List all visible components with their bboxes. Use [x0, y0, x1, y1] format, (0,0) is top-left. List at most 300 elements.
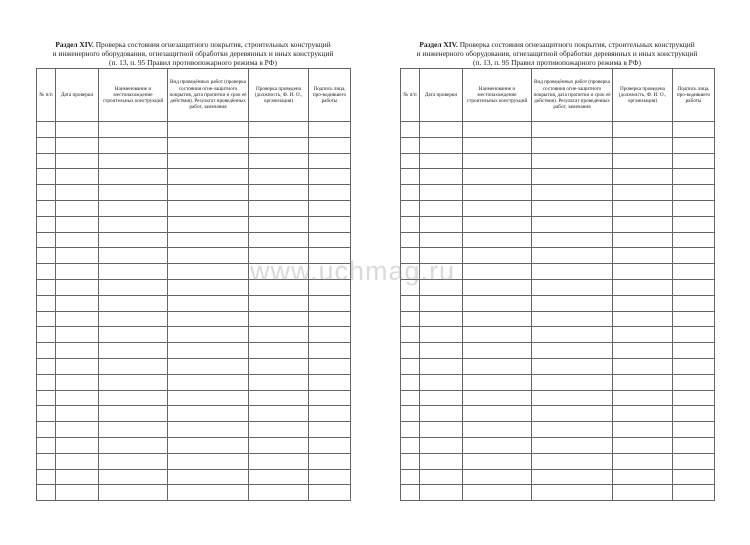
table-cell[interactable]	[99, 185, 168, 201]
table-cell[interactable]	[613, 169, 673, 185]
table-cell[interactable]	[532, 343, 613, 359]
table-cell[interactable]	[99, 406, 168, 422]
table-cell[interactable]	[673, 437, 715, 453]
table-cell[interactable]	[613, 216, 673, 232]
table-cell[interactable]	[420, 485, 463, 501]
table-cell[interactable]	[56, 185, 99, 201]
table-cell[interactable]	[309, 311, 351, 327]
table-cell[interactable]	[532, 137, 613, 153]
table-row	[37, 327, 351, 343]
table-cell[interactable]	[168, 437, 249, 453]
table-cell[interactable]	[463, 185, 532, 201]
table-cell[interactable]	[99, 137, 168, 153]
table-cell[interactable]	[463, 453, 532, 469]
table-cell[interactable]	[249, 437, 309, 453]
table-cell[interactable]	[673, 485, 715, 501]
table-cell[interactable]	[99, 469, 168, 485]
table-row	[37, 169, 351, 185]
table-cell[interactable]	[168, 200, 249, 216]
table-cell[interactable]	[168, 311, 249, 327]
table-cell[interactable]	[249, 422, 309, 438]
table-cell[interactable]	[673, 374, 715, 390]
table-cell[interactable]	[463, 295, 532, 311]
table-cell[interactable]	[613, 264, 673, 280]
table-cell[interactable]	[463, 343, 532, 359]
table-cell[interactable]	[309, 453, 351, 469]
table-cell[interactable]	[613, 327, 673, 343]
table-cell[interactable]	[613, 485, 673, 501]
table-cell[interactable]	[309, 232, 351, 248]
table-cell[interactable]	[56, 469, 99, 485]
table-cell[interactable]	[673, 406, 715, 422]
table-cell[interactable]	[613, 437, 673, 453]
table-cell[interactable]	[532, 169, 613, 185]
table-cell[interactable]	[673, 390, 715, 406]
table-cell[interactable]	[56, 453, 99, 469]
table-cell[interactable]	[168, 185, 249, 201]
table-cell[interactable]	[532, 279, 613, 295]
table-cell[interactable]	[613, 374, 673, 390]
table-cell[interactable]	[532, 390, 613, 406]
table-cell[interactable]	[56, 485, 99, 501]
table-cell[interactable]	[613, 153, 673, 169]
table-cell[interactable]	[37, 406, 56, 422]
table-cell[interactable]	[401, 374, 420, 390]
table-cell[interactable]	[249, 169, 309, 185]
table-cell[interactable]	[168, 248, 249, 264]
table-cell[interactable]	[401, 343, 420, 359]
table-cell[interactable]	[249, 232, 309, 248]
table-cell[interactable]	[613, 406, 673, 422]
table-cell[interactable]	[309, 343, 351, 359]
table-cell[interactable]	[463, 248, 532, 264]
table-cell[interactable]	[168, 485, 249, 501]
table-cell[interactable]	[37, 137, 56, 153]
table-cell[interactable]	[168, 469, 249, 485]
table-cell[interactable]	[613, 137, 673, 153]
table-cell[interactable]	[168, 327, 249, 343]
table-cell[interactable]	[37, 295, 56, 311]
table-cell[interactable]	[401, 200, 420, 216]
table-cell[interactable]	[37, 327, 56, 343]
table-cell[interactable]	[168, 390, 249, 406]
table-cell[interactable]	[401, 327, 420, 343]
table-cell[interactable]	[420, 200, 463, 216]
table-cell[interactable]	[532, 311, 613, 327]
table-cell[interactable]	[673, 327, 715, 343]
table-cell[interactable]	[99, 453, 168, 469]
table-cell[interactable]	[249, 390, 309, 406]
table-cell[interactable]	[249, 248, 309, 264]
table-row	[37, 358, 351, 374]
table-cell[interactable]	[168, 122, 249, 138]
table-cell[interactable]	[249, 311, 309, 327]
table-cell[interactable]	[309, 169, 351, 185]
table-cell[interactable]	[420, 327, 463, 343]
table-cell[interactable]	[613, 453, 673, 469]
table-cell[interactable]	[249, 185, 309, 201]
table-cell[interactable]	[37, 216, 56, 232]
table-cell[interactable]	[401, 406, 420, 422]
table-cell[interactable]	[673, 469, 715, 485]
table-cell[interactable]	[249, 469, 309, 485]
table-cell[interactable]	[309, 279, 351, 295]
table-cell[interactable]	[56, 437, 99, 453]
table-cell[interactable]	[56, 374, 99, 390]
table-cell[interactable]	[673, 216, 715, 232]
table-cell[interactable]	[401, 137, 420, 153]
table-cell[interactable]	[249, 216, 309, 232]
table-cell[interactable]	[673, 311, 715, 327]
table-cell[interactable]	[99, 390, 168, 406]
table-cell[interactable]	[532, 453, 613, 469]
table-cell[interactable]	[420, 185, 463, 201]
table-cell[interactable]	[99, 200, 168, 216]
table-cell[interactable]	[673, 185, 715, 201]
table-cell[interactable]	[168, 422, 249, 438]
table-cell[interactable]	[37, 122, 56, 138]
table-cell[interactable]	[613, 469, 673, 485]
table-cell[interactable]	[37, 185, 56, 201]
table-cell[interactable]	[37, 453, 56, 469]
table-cell[interactable]	[463, 122, 532, 138]
table-cell[interactable]	[420, 169, 463, 185]
table-cell[interactable]	[99, 422, 168, 438]
table-cell[interactable]	[613, 185, 673, 201]
table-cell[interactable]	[420, 232, 463, 248]
table-cell[interactable]	[532, 485, 613, 501]
table-cell[interactable]	[463, 327, 532, 343]
table-cell[interactable]	[463, 469, 532, 485]
table-cell[interactable]	[309, 390, 351, 406]
table-cell[interactable]	[420, 374, 463, 390]
table-cell[interactable]	[168, 137, 249, 153]
table-cell[interactable]	[532, 406, 613, 422]
table-cell[interactable]	[613, 122, 673, 138]
table-cell[interactable]	[532, 153, 613, 169]
table-cell[interactable]	[249, 279, 309, 295]
table-cell[interactable]	[249, 374, 309, 390]
table-cell[interactable]	[37, 153, 56, 169]
table-cell[interactable]	[420, 437, 463, 453]
table-cell[interactable]	[463, 485, 532, 501]
table-cell[interactable]	[56, 264, 99, 280]
table-cell[interactable]	[420, 311, 463, 327]
table-cell[interactable]	[613, 311, 673, 327]
table-cell[interactable]	[56, 137, 99, 153]
table-cell[interactable]	[613, 200, 673, 216]
table-cell[interactable]	[420, 422, 463, 438]
table-cell[interactable]	[99, 343, 168, 359]
table-cell[interactable]	[401, 264, 420, 280]
table-cell[interactable]	[613, 279, 673, 295]
table-cell[interactable]	[673, 358, 715, 374]
table-cell[interactable]	[420, 358, 463, 374]
table-cell[interactable]	[249, 153, 309, 169]
table-cell[interactable]	[99, 358, 168, 374]
table-cell[interactable]	[249, 327, 309, 343]
table-row	[401, 358, 715, 374]
table-cell[interactable]	[99, 169, 168, 185]
section-title-line-1: Проверка состояния огнезащитного покрытия, строительных конструкций	[459, 40, 695, 49]
table-cell[interactable]	[56, 422, 99, 438]
table-cell[interactable]	[37, 469, 56, 485]
table-cell[interactable]	[56, 153, 99, 169]
table-cell[interactable]	[37, 358, 56, 374]
table-cell[interactable]	[309, 248, 351, 264]
table-cell[interactable]	[463, 232, 532, 248]
table-cell[interactable]	[401, 216, 420, 232]
table-cell[interactable]	[168, 153, 249, 169]
table-cell[interactable]	[420, 279, 463, 295]
table-cell[interactable]	[401, 469, 420, 485]
table-cell[interactable]	[309, 406, 351, 422]
table-cell[interactable]	[309, 153, 351, 169]
table-cell[interactable]	[309, 374, 351, 390]
table-cell[interactable]	[249, 264, 309, 280]
table-cell[interactable]	[99, 437, 168, 453]
table-cell[interactable]	[401, 169, 420, 185]
table-cell[interactable]	[463, 374, 532, 390]
table-cell[interactable]	[673, 169, 715, 185]
table-cell[interactable]	[463, 422, 532, 438]
table-cell[interactable]	[37, 437, 56, 453]
table-cell[interactable]	[309, 185, 351, 201]
table-cell[interactable]	[249, 122, 309, 138]
table-cell[interactable]	[673, 295, 715, 311]
table-cell[interactable]	[532, 469, 613, 485]
table-cell[interactable]	[613, 343, 673, 359]
table-cell[interactable]	[613, 358, 673, 374]
table-cell[interactable]	[37, 264, 56, 280]
table-cell[interactable]	[99, 232, 168, 248]
table-row	[37, 437, 351, 453]
table-cell[interactable]	[420, 248, 463, 264]
table-cell[interactable]	[56, 343, 99, 359]
table-cell[interactable]	[37, 169, 56, 185]
table-cell[interactable]	[37, 422, 56, 438]
table-cell[interactable]	[420, 122, 463, 138]
table-cell[interactable]	[613, 248, 673, 264]
table-cell[interactable]	[56, 358, 99, 374]
table-cell[interactable]	[309, 295, 351, 311]
table-cell[interactable]	[56, 327, 99, 343]
table-cell[interactable]	[309, 264, 351, 280]
column-header-inspector: Проверка проведена (должность, Ф. И. О., организация)	[249, 69, 309, 122]
table-cell[interactable]	[37, 200, 56, 216]
table-cell[interactable]	[532, 185, 613, 201]
table-cell[interactable]	[168, 232, 249, 248]
table-cell[interactable]	[249, 137, 309, 153]
table-cell[interactable]	[168, 216, 249, 232]
table-cell[interactable]	[249, 453, 309, 469]
table-cell[interactable]	[401, 453, 420, 469]
table-cell[interactable]	[463, 200, 532, 216]
table-cell[interactable]	[420, 343, 463, 359]
table-cell[interactable]	[56, 311, 99, 327]
table-cell[interactable]	[401, 485, 420, 501]
table-cell[interactable]	[613, 390, 673, 406]
table-cell[interactable]	[463, 437, 532, 453]
table-cell[interactable]	[532, 327, 613, 343]
table-cell[interactable]	[401, 390, 420, 406]
table-cell[interactable]	[420, 153, 463, 169]
table-cell[interactable]	[309, 422, 351, 438]
table-cell[interactable]	[420, 137, 463, 153]
table-cell[interactable]	[673, 422, 715, 438]
table-cell[interactable]	[37, 248, 56, 264]
table-cell[interactable]	[56, 248, 99, 264]
table-cell[interactable]	[56, 406, 99, 422]
table-cell[interactable]	[309, 137, 351, 153]
table-cell[interactable]	[532, 122, 613, 138]
table-cell[interactable]	[463, 169, 532, 185]
table-cell[interactable]	[401, 248, 420, 264]
table-cell[interactable]	[56, 122, 99, 138]
table-cell[interactable]	[99, 264, 168, 280]
table-cell[interactable]	[309, 485, 351, 501]
table-cell[interactable]	[463, 279, 532, 295]
table-cell[interactable]	[420, 216, 463, 232]
column-header-signature: Подпись лица, про-водившего работы	[673, 69, 715, 122]
table-cell[interactable]	[463, 153, 532, 169]
table-cell[interactable]	[420, 406, 463, 422]
table-cell[interactable]	[309, 216, 351, 232]
table-cell[interactable]	[168, 358, 249, 374]
table-cell[interactable]	[463, 390, 532, 406]
table-cell[interactable]	[532, 232, 613, 248]
table-cell[interactable]	[532, 216, 613, 232]
table-cell[interactable]	[56, 169, 99, 185]
table-cell[interactable]	[37, 279, 56, 295]
table-cell[interactable]	[613, 422, 673, 438]
table-cell[interactable]	[99, 216, 168, 232]
table-cell[interactable]	[420, 295, 463, 311]
table-cell[interactable]	[249, 406, 309, 422]
table-cell[interactable]	[463, 216, 532, 232]
table-cell[interactable]	[401, 358, 420, 374]
table-cell[interactable]	[401, 279, 420, 295]
table-cell[interactable]	[673, 453, 715, 469]
table-cell[interactable]	[532, 248, 613, 264]
table-cell[interactable]	[99, 122, 168, 138]
table-cell[interactable]	[420, 453, 463, 469]
table-cell[interactable]	[532, 437, 613, 453]
table-cell[interactable]	[673, 343, 715, 359]
table-cell[interactable]	[37, 374, 56, 390]
table-cell[interactable]	[99, 374, 168, 390]
table-row	[37, 232, 351, 248]
table-cell[interactable]	[309, 469, 351, 485]
table-cell[interactable]	[401, 422, 420, 438]
table-cell[interactable]	[532, 374, 613, 390]
table-cell[interactable]	[463, 264, 532, 280]
table-cell[interactable]	[420, 469, 463, 485]
table-cell[interactable]	[168, 295, 249, 311]
table-cell[interactable]	[56, 200, 99, 216]
table-cell[interactable]	[673, 264, 715, 280]
table-cell[interactable]	[99, 327, 168, 343]
table-cell[interactable]	[401, 185, 420, 201]
table-cell[interactable]	[99, 279, 168, 295]
table-cell[interactable]	[463, 311, 532, 327]
table-cell[interactable]	[249, 200, 309, 216]
table-cell[interactable]	[168, 406, 249, 422]
table-cell[interactable]	[168, 264, 249, 280]
table-cell[interactable]	[99, 153, 168, 169]
table-cell[interactable]	[673, 137, 715, 153]
table-cell[interactable]	[309, 358, 351, 374]
table-cell[interactable]	[532, 264, 613, 280]
table-cell[interactable]	[401, 311, 420, 327]
table-cell[interactable]	[401, 122, 420, 138]
table-cell[interactable]	[99, 248, 168, 264]
table-cell[interactable]	[249, 343, 309, 359]
table-cell[interactable]	[309, 327, 351, 343]
table-cell[interactable]	[532, 358, 613, 374]
table-cell[interactable]	[99, 295, 168, 311]
table-cell[interactable]	[532, 295, 613, 311]
table-cell[interactable]	[168, 374, 249, 390]
table-cell[interactable]	[673, 248, 715, 264]
table-cell[interactable]	[401, 153, 420, 169]
table-cell[interactable]	[463, 406, 532, 422]
table-cell[interactable]	[56, 216, 99, 232]
table-cell[interactable]	[37, 485, 56, 501]
table-cell[interactable]	[673, 232, 715, 248]
table-cell[interactable]	[673, 122, 715, 138]
table-cell[interactable]	[37, 232, 56, 248]
table-cell[interactable]	[613, 232, 673, 248]
table-cell[interactable]	[56, 279, 99, 295]
table-cell[interactable]	[309, 122, 351, 138]
table-cell[interactable]	[463, 358, 532, 374]
table-cell[interactable]	[37, 311, 56, 327]
table-cell[interactable]	[673, 279, 715, 295]
table-cell[interactable]	[309, 200, 351, 216]
table-cell[interactable]	[168, 169, 249, 185]
table-cell[interactable]	[37, 390, 56, 406]
table-cell[interactable]	[249, 485, 309, 501]
table-cell[interactable]	[401, 232, 420, 248]
table-cell[interactable]	[532, 422, 613, 438]
table-cell[interactable]	[56, 232, 99, 248]
table-cell[interactable]	[613, 295, 673, 311]
table-cell[interactable]	[401, 295, 420, 311]
table-cell[interactable]	[56, 390, 99, 406]
table-cell[interactable]	[249, 358, 309, 374]
table-cell[interactable]	[168, 279, 249, 295]
table-cell[interactable]	[56, 295, 99, 311]
table-cell[interactable]	[463, 137, 532, 153]
table-cell[interactable]	[673, 200, 715, 216]
table-cell[interactable]	[37, 343, 56, 359]
table-cell[interactable]	[168, 343, 249, 359]
table-cell[interactable]	[673, 153, 715, 169]
column-header-signature: Подпись лица, про-водившего работы	[309, 69, 351, 122]
table-cell[interactable]	[99, 485, 168, 501]
table-cell[interactable]	[168, 453, 249, 469]
table-cell[interactable]	[532, 200, 613, 216]
table-row	[37, 264, 351, 280]
table-cell[interactable]	[401, 437, 420, 453]
table-cell[interactable]	[420, 264, 463, 280]
table-cell[interactable]	[420, 390, 463, 406]
table-cell[interactable]	[309, 437, 351, 453]
column-header-inspector: Проверка проведена (должность, Ф. И. О., организация)	[613, 69, 673, 122]
table-cell[interactable]	[99, 311, 168, 327]
table-cell[interactable]	[249, 295, 309, 311]
